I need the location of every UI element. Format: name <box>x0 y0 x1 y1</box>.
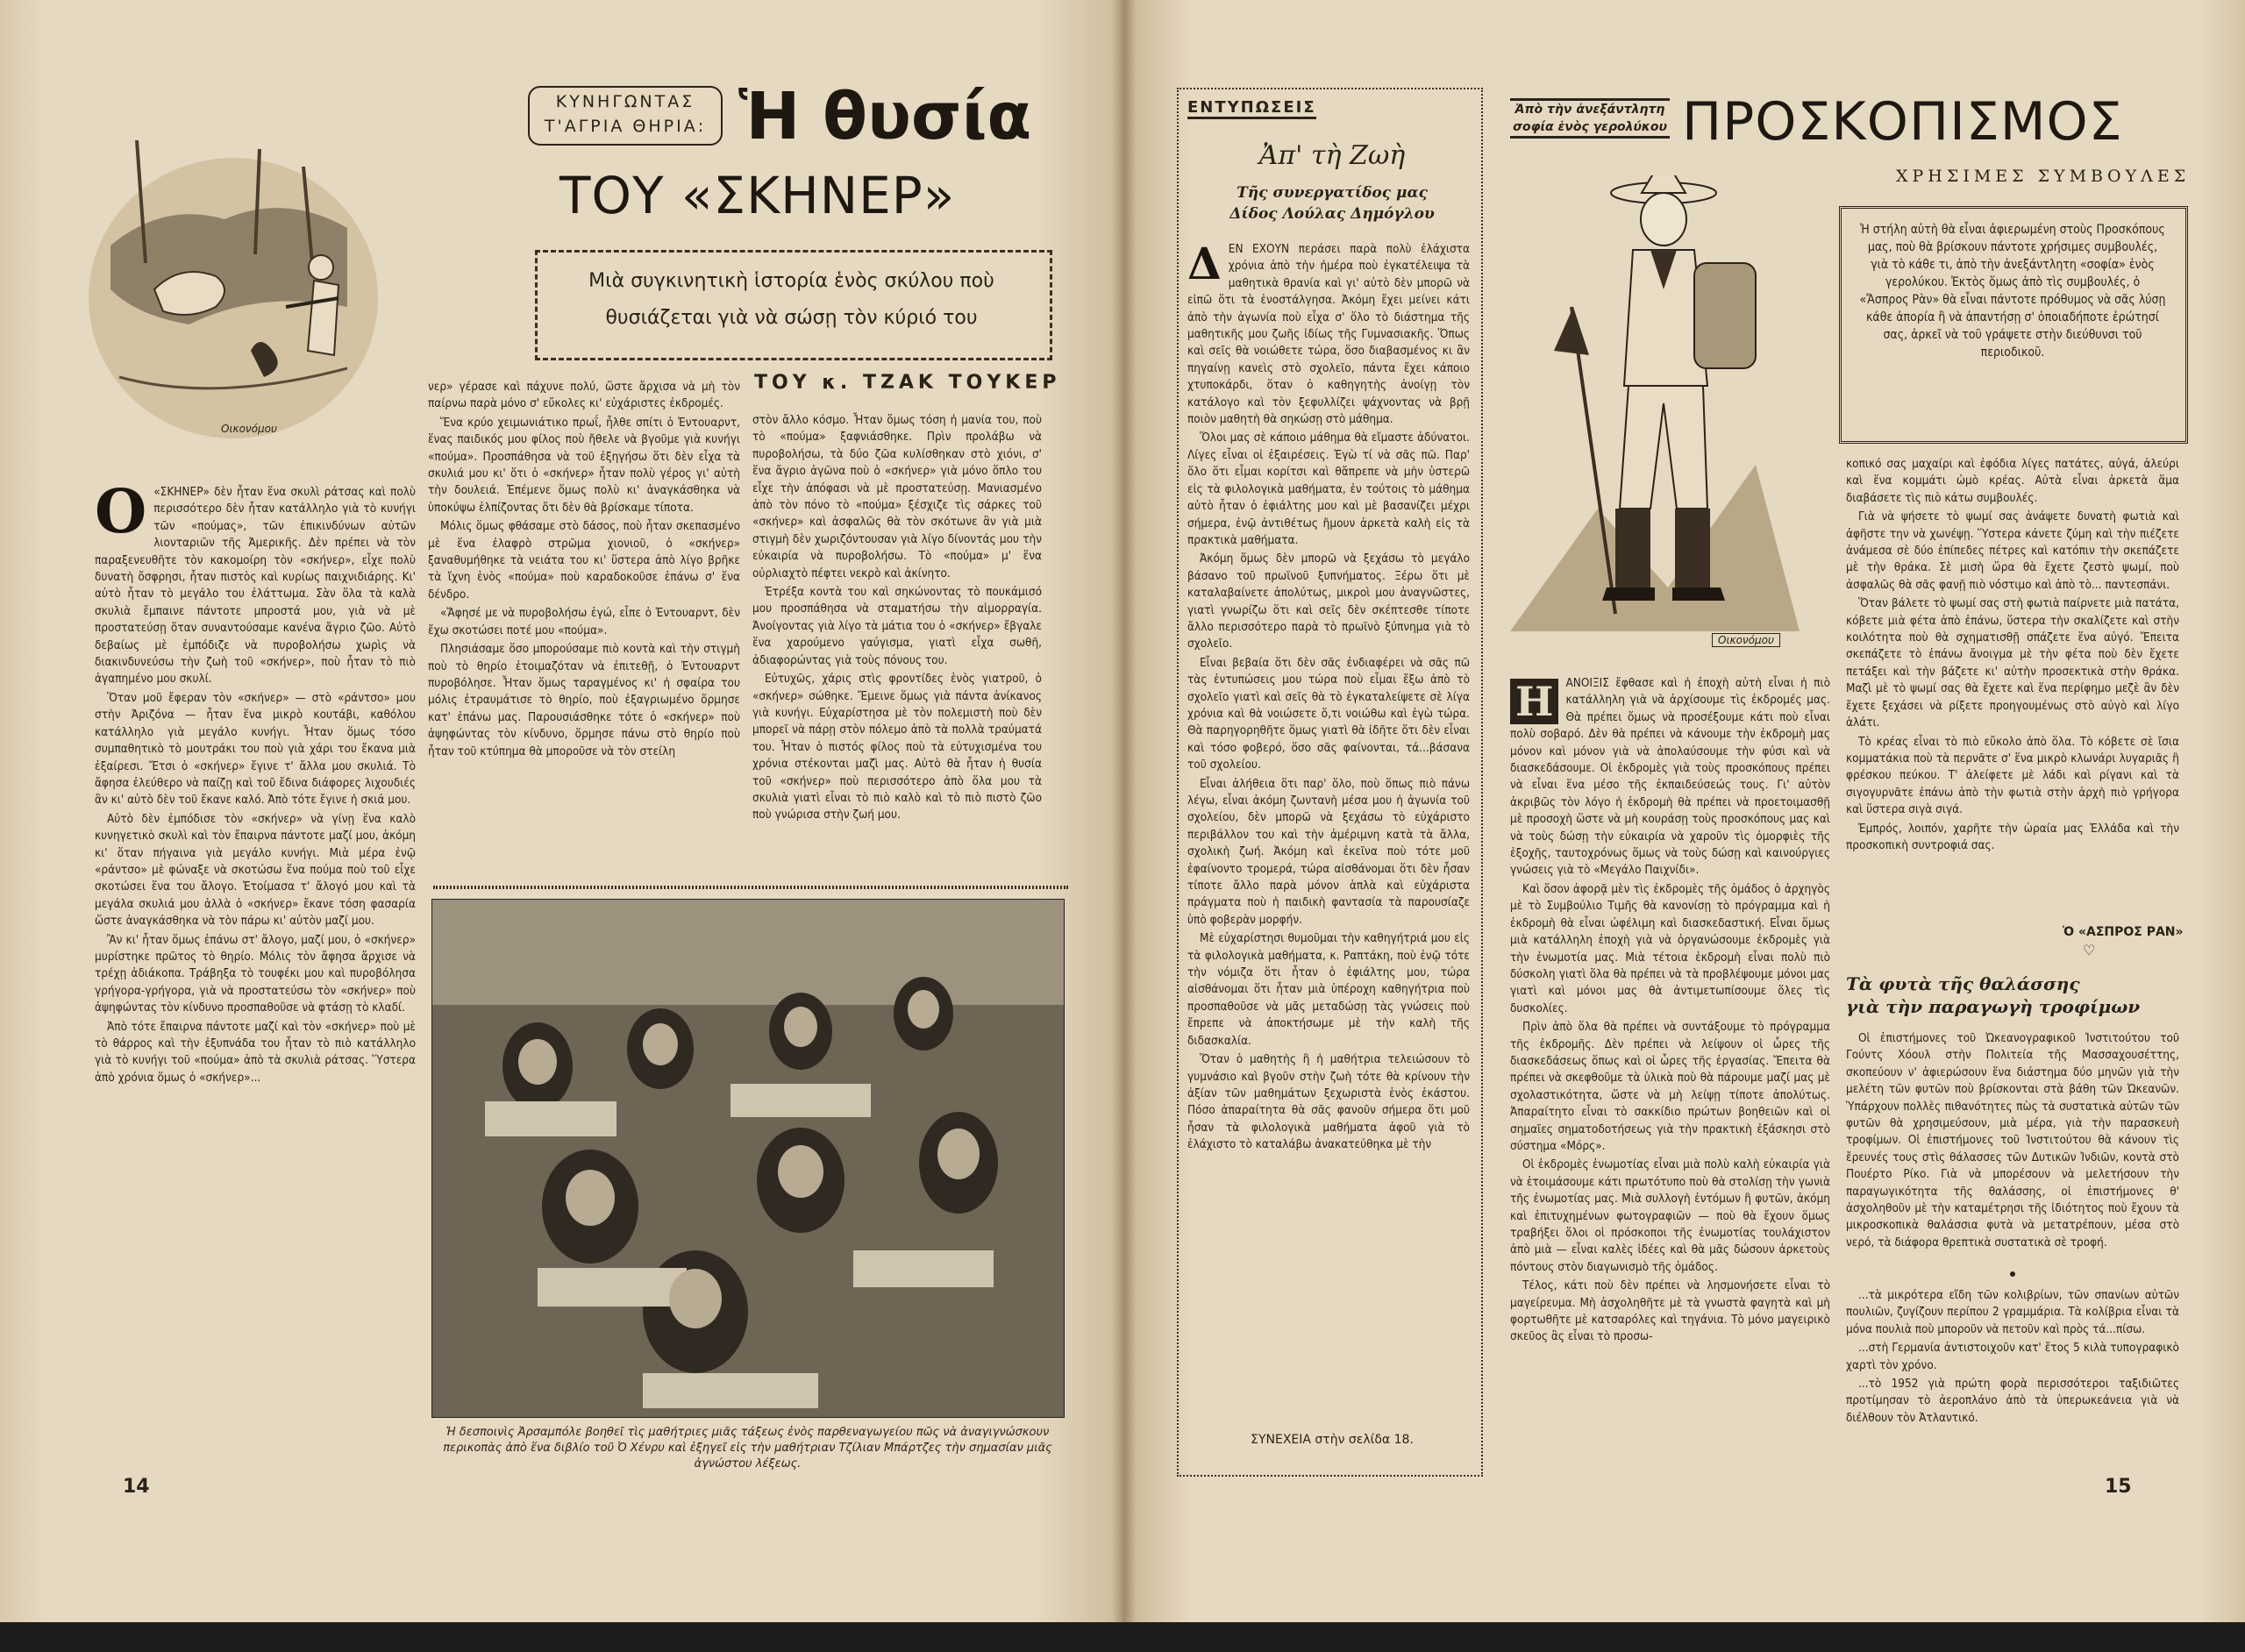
middle-article-body <box>1187 241 1470 1421</box>
author-line-1: Τῆς συνεργατίδος μας <box>1237 184 1428 202</box>
paragraph: Καὶ ὅσον ἀφορᾷ μὲν τὶς ἐκδρομὲς τῆς ὁμάδος ὁ ἀρχηγὸς μὲ τὸ Συμβούλιο Τιμῆς θὰ κανονίσῃ τὸ πρόγραμμα καὶ ἡ ἐκδρομὴ θὰ εἶναι ὠφέλιμη καὶ διασκεδαστική. Εἶναι ὅμως μιὰ κατάλληλη ἐποχὴ γιὰ νὰ ὀργανώσουμε ἐκδρομὲς γιὰ τὴν ἐνωμοτία μας. Μιὰ τέτοια ἐκδρομὴ εἶναι πολὺ πιὸ δύσκολη γιατὶ ὅλα θὰ πρέπει νὰ τὰ προβλέψουμε μόνοι μας γιατὶ καὶ μόνοι μας θὰ ἀντιμετωπίσουμε ὅλες τὶς δυσκολίες. <box>1510 881 1830 1015</box>
article-column-1 <box>95 484 416 1620</box>
paragraph: Ἀπὸ τότε ἔπαιρνα πάντοτε μαζί καὶ τὸν «σκήνερ» ποὺ μὲ τὸ θάρρος καὶ τὴν ἐξυπνάδα του ἦταν τὸ πιὸ κατάλληλο γιὰ τὸ κυνήγι τοῦ «πούμα» ἀπὸ τὰ σκυλιὰ ράτσας. Ὕστερα ἀπὸ χρόνια ὅμως ὁ «σκήνερ»... <box>95 1019 416 1085</box>
article-subtitle: Μιὰ συγκινητικὴ ἱστορία ἑνὸς σκύλου ποὺ θυσιάζεται γιὰ νὰ σώσῃ τὸν κύριό του <box>588 270 994 329</box>
illustration-signature: Οικονόμου <box>221 423 277 435</box>
scout-boy-drawing <box>1493 175 1808 666</box>
paragraph: Οἱ ἐκδρομὲς ἐνωμοτίας εἶναι μιὰ πολὺ καλὴ εὐκαιρία γιὰ νὰ ἑτοιμάσουμε κάτι πρωτότυπο ποὺ θὰ στολίσῃ τὴν γωνιὰ τῆς ἐνωμοτίας μας. Μιὰ συλλογὴ ἐντόμων ἢ φυτῶν, ἀκόμη καὶ ἐπιτυχημένων φωτογραφιῶν — ποὺ θὰ ἔχουν ὅμως τραβήξει ὅλοι οἱ πρόσκοποι τῆς ἐνωμοτίας τουλάχιστον ἀπὸ μιὰ — εἶναι καλὲς ἰδέες καὶ θὰ μᾶς δώσουν ἀρκετοὺς πόντους στὸν διαγωνισμὸ τῆς ὁμάδος. <box>1510 1157 1830 1274</box>
article-column-2 <box>428 379 740 874</box>
paragraph: Μὲ εὐχαρίστησι θυμοῦμαι τὴν καθηγήτριά μου εἰς τὰ φιλολογικὰ μαθήματα, κ. Ραπτάκη, ποὺ ἐνῷ τότε τὴν νόμιζα ὅτι ἦταν ὁ ἐφιάλτης μου, τώρα αἰσθάνομαι ὅτι ἦταν μιὰ ὑπέροχη καθηγήτρια ποὺ προσπαθοῦσε νὰ μᾶς μεταδώσῃ τὰς γνώσεις ποὺ ἔπρεπε νὰ ἀποκτήσωμε μὲ τὴν καλὴ τῆς διδασκαλία. <box>1187 931 1470 1048</box>
sea-plants-title-2: γιὰ τὴν παραγωγὴ τροφίμων <box>1846 996 2141 1017</box>
paragraph: ΑΝΟΙΞΙΣ ἔφθασε καὶ ἡ ἐποχὴ αὐτὴ εἶναι ἡ πιὸ κατάλληλη γιὰ νὰ ἀρχίσουμε τὶς ἐκδρομές μας. Θὰ πρέπει ὅμως νὰ προσέξουμε κάτι ποὺ εἶναι πολὺ σοβαρό. Δὲν θὰ πρέπει νὰ κάνουμε τὴν ἐκδρομὴ μας μόνον καὶ μόνον γιὰ νὰ ἀπολαύσουμε τὴν φύσι καὶ νὰ διασκεδάσουμε. Οἱ ἐκδρομὲς γιὰ τοὺς προσκόπους πρέπει νὰ εἶναι ἕνα μέσο τῆς ἐκπαιδεύσεώς τους. Γι' αὐτὸν ἀκριβῶς τὸν λόγο ἡ ἐκδρομὴ θὰ πρέπει νὰ προετοιμασθῇ μὲ προσοχὴ ὥστε νὰ μὴ κουράσῃ τοὺς προσκόπους μας καὶ νὰ τοὺς δώσῃ τὴν εὐκαιρία νὰ χαροῦν τὶς ὀμορφιὲς τῆς ἐξοχῆς, ταυτοχρόνως ὅμως νὰ τοὺς δώσῃ καὶ καινούργιες γνώσεις γιὰ τὸ «Μεγάλο Παιχνίδι». <box>1510 676 1830 878</box>
paragraph: ΕΝ ΕΧΟΥΝ περάσει παρὰ πολὺ ἐλάχιστα χρόνια ἀπὸ τὴν ἡμέρα ποὺ ἐγκατέλειψα τὰ μαθητικὰ θρανία καὶ γι' αὐτὸ δὲν μπορῶ νὰ εἰπῶ ὅτι τὰ ἐνοστάλγησα. Ἀκόμη ἔχει μείνει κάτι ἀπὸ τὴν ἀγωνία ποὺ εἶχα σ' ὅλο τὸ διάστημα τῆς μαθητικῆς μου ζωῆς ἰδίως τῆς Γυμνασιακῆς. Ὅπως καὶ σεῖς θὰ νοιώθετε τώρα, ὅσο διαβασμένος κι ἂν πηγαίνῃ κανεὶς στὸ σχολεῖο, πάντα ἔχει κάποιο χτυποκάρδι, ὅταν ὁ καθηγητὴς ἀνοίγῃ τὸν κατάλογο καὶ τὸν ξεφυλλίζει ψάχνοντας νὰ βρῇ ποιὸν μαθητὴ θὰ σηκώσῃ στὸ μάθημα. <box>1187 242 1470 427</box>
paragraph: Ὅταν βάλετε τὸ ψωμί σας στὴ φωτιὰ παίρνετε μιὰ πατάτα, κόβετε μιὰ φέτα ἀπὸ ἐπάνω, ὕστερα τὴν σκαλίζετε καὶ στὴν κοιλότητα ποὺ θὰ σχηματισθῇ σπάζετε ἕνα αὐγό. Ἔπειτα σκεπάζετε τὸ ἐπάνω ἄνοιγμα μὲ τὴν φέτα ποὺ δὲν ἔχετε πετάξει καὶ τὴν βάζετε κι' αὐτὴν προσεκτικὰ στὴν θράκα. Μαζὶ μὲ τὸ ψωμί σας θὰ ἔχετε καὶ ἕνα περίφημο μεζὲ ἂν δὲν ἔχετε ξεχάσει νὰ ρίξετε προηγουμένως στὸ αὐγὸ καὶ λίγο ἁλάτι. <box>1846 596 2179 730</box>
tidbits-list <box>1846 1287 2179 1480</box>
students-reading-photo <box>432 900 1064 1417</box>
tidbit-item: ...στὴ Γερμανία ἀντιστοιχοῦν κατ' ἔτος 5 κιλὰ τυπογραφικὸ χαρτὶ τὸν χρόνο. <box>1846 1341 2179 1372</box>
paragraph: Ὅταν μοῦ ἔφεραν τὸν «σκήνερ» — στὸ «ράντσο» μου στὴν Ἀριζόνα — ἦταν ἕνα μικρὸ κουτάβι, καθόλου κατάλληλο γιὰ μεγάλο κυνήγι. Ἦταν ὅμως τόσο συμπαθητικὸ τὸ μουτράκι του ποὺ γιὰ χάρι του ἔκανα μιὰ ἐξαίρεσι. Ἔτσι ὁ «σκήνερ» ἔγινε τ' ἄλλα μου σκυλιά. Τὸ ἄφησα ἐλεύθερο νὰ παίζῃ καὶ τοῦ ἔδινα διάφορες λιχουδιές ἂν κι' αὐτὸ δὲν τοῦ ἔκανε καλό. Ἀπὸ τότε ἔγινε ἡ σκιά μου. <box>95 690 416 808</box>
paragraph: Πλησιάσαμε ὅσο μπορούσαμε πιὸ κοντὰ καὶ τὴν στιγμὴ ποὺ τὸ θηρίο ἑτοιμαζόταν νὰ ἐπιτεθῇ, ὁ Ἐντουαρντ πυροβόλησε. Ἦταν ὅμως ταραγμένος κι' ἡ σφαίρα του μόλις ἐτραυμάτισε τὸ θηρίο, ποὺ ἐξαγριωμένο ὅρμησε κατ' ἐπάνω μας. Παρουσιάσθηκε τότε ὁ «σκήνερ» ποὺ ἀψηφώντας τὸν κίνδυνο, ὅρμησε πάνω στὸ θηρίο ποὺ ἦταν τοῦ κτύπημα θὰ μποροῦσε νὰ τὸν στείλη <box>428 642 740 758</box>
paragraph: Μόλις ὅμως φθάσαμε στὸ δάσος, ποὺ ἦταν σκεπασμένο μὲ ἕνα ἐλαφρὸ στρῶμα χιονιοῦ, ὁ «σκήνερ» ξαναθυμήθηκε τὰ νειάτα του κι' ὕστερα ἀπὸ λίγο βρῆκε τὰ ἴχνη ἑνὸς «πούμα» ποὺ καραδοκοῦσε ἐπάνω σ' ἕνα δένδρο. <box>428 519 740 602</box>
paragraph: Οἱ ἐπιστήμονες τοῦ Ὠκεανογραφικοῦ Ἰνστιτούτου τοῦ Γούντς Χόουλ στὴν Πολιτεία τῆς Μασσαχουσέττης, σκοπεύουν ν' ἀφιερώσουν ἕνα διάστημα δύο μηνῶν γιὰ τὴν μελέτη τῶν φυτῶν ποὺ βρίσκονται στὰ βάθη τῶν Ὠκεανῶν. Ὑπάρχουν πολλὲς πιθανότητες πὼς τὰ συστατικὰ αὐτῶν τῶν φυτῶν θὰ χρησιμεύσουν, μιὰ μέρα, γιὰ τὴν παρασκευὴ τροφίμων. Οἱ ἐπιστήμονες τοῦ Ἰνστιτούτου θὰ κάνουν τὶς ἔρευνές τους στὶς θάλασσες τῶν Δυτικῶν Ἰνδιῶν, κοντὰ στὸ Πουέρτο Ρίκο. Γιὰ νὰ μπορέσουν νὰ μελετήσουν τὴν παραγωγικότητα τῆς θαλάσσης, οἱ ἐπιστήμονες θ' ἀσχοληθοῦν μὲ τὴν καταμέτρησι τῆς ἰδιότητος ποὺ ἔχουν τὰ μικροσκοπικὰ θαλάσσια φυτὰ νὰ μετατρέπουν, μέσα στὸ νερό, τὰ διάφορα θρεπτικὰ συστατικὰ σὲ τροφή. <box>1846 1031 2179 1250</box>
kicker-badge <box>528 86 723 146</box>
paragraph: Εἶναι ἀλήθεια ὅτι παρ' ὅλο, ποὺ ὅπως πιὸ πάνω λέγω, εἶναι ἀκόμη ζωντανὴ μέσα μου ἡ ἀγωνία τοῦ σχολείου, δὲν μπορῶ νὰ ξεχάσω τὸ εὐχάριστο περιβάλλον του καὶ τὴν ἀμέριμνη κατὰ τὰ ἄλλα, σχολικὴ ζωή. Ἀκόμη καὶ ἐκεῖνα ποὺ τότε μοῦ ἐφαίνοντο τρομερά, τώρα αἰσθάνομαι ὅτι δὲν ἦσαν τίποτε ἄλλο παρὰ μόνον ἁπλὰ καὶ εὐχάριστα πράγματα ποὺ ἡ παιδικὴ φαντασία τὰ παρουσίαζε ὑπὸ φοβερὰν μορφήν. <box>1187 776 1470 927</box>
scout-illustration-signature: Οικονόμου <box>1712 633 1780 647</box>
article-column-3 <box>752 412 1042 874</box>
scout-illustration <box>1493 175 1808 666</box>
paragraph: «ΣΚΗΝΕΡ» δὲν ἦταν ἕνα σκυλὶ ράτσας καὶ πολὺ περισσότερο δὲν ἦταν κατάλληλο γιὰ τὸ κυνήγι τῶν «πούμας», τῶν ἐπικινδύνων αὐτῶν λιονταριῶν τῆς Ἀμερικῆς. Δὲν πρέπει νὰ τὸν παραξενευθῆτε τὸν κακομοίρη τὸν «σκήνερ», εἶχε πολὺ δυνατὴ ὄσφρησι, ἦταν πιστὸς καὶ κυρίως παιχνιδιάρης. Κι' αὐτὸ ἦταν τὸ μεγάλο του ἐλάττωμα. Σὰν ὅλα τὰ καλὰ σκυλιὰ ἔμπαινε πάντοτε μπροστά μου, γιὰ νὰ μὲ προστατεύσῃ ὅταν συναντούσαμε κανένα ἄγριο ζῶο. Αὐτὸ δεβαίως μὲ ἐμπόδιζε νὰ πυροβολήσω χωρὶς νὰ διακινδυνεύσω τὴν ζωὴ τοῦ «σκήνερ», ποὺ ἦταν τὸ πιὸ ἀγαπημένο μου σκυλί. <box>95 485 416 687</box>
sea-plants-title-1: Τὰ φυτὰ τῆς θαλάσσης <box>1846 973 2080 994</box>
paragraph: Ὅλοι μας σὲ κάποιο μάθημα θὰ εἴμαστε ἀδύνατοι. Λίγες εἶναι οἱ ἐξαιρέσεις. Ἐγὼ τί νὰ σᾶς πῶ. Παρ' ὅλο ὅτι εἶμαι κορίτσι καὶ θἄπρεπε νὰ μὴν ὑστερῶ εἰς τὰ φιλολογικὰ μαθήματα, ἐν τούτοις τὸ μάθημα αὐτὸ ἦταν ὁ ἐφιάλτης μου καὶ μὲ βασανίζει μέχρι σήμερα, ἐνῷ ἀντιθέτως ἤμουν ἀρκετὰ καλὴ εἰς τὰ πρακτικὰ μαθήματα. <box>1187 431 1470 547</box>
heart-ornament-icon: ♡ <box>2083 942 2096 958</box>
paragraph: Εὐτυχῶς, χάρις στὶς φροντίδες ἑνὸς γιατροῦ, ὁ «σκήνερ» σώθηκε. Ἔμεινε ὅμως γιὰ πάντα ἀνίκανος γιὰ κυνήγι. Εὐχαρίστησα μὲ τὸν πολεμιστὴ ποὺ δὲν μπορεῖ νὰ πάρῃ στὸν πόλεμο ἀπὸ τὰ πολλὰ τραύματά του. Ἦταν ὁ πιστός φίλος ποὺ τὰ εὐτυχισμένα του χρόνια στέκονται μαζὶ μας. Αὐτὸ θὰ ἦταν ἡ θυσία τοῦ «σκήνερ» ποὺ περισσότερο ἀπὸ ὅλα μου τὰ σκυλιὰ γιατὶ εἶναι τὸ πιὸ καλὸ καὶ τὸ πιὸ πιστὸ ζῶο ποὺ γνώρισα στὴν ζωή μου. <box>752 672 1042 822</box>
scouting-column-left <box>1510 675 1830 1605</box>
page-number: 14 <box>123 1476 150 1498</box>
column-title: Ἀπ' τὴ Ζωὴ <box>1258 140 1406 171</box>
paragraph: Αὐτὸ δὲν ἐμπόδισε τὸν «σκήνερ» νὰ γίνῃ ἕνα καλὸ κυνηγετικὸ σκυλὶ καὶ τὸν ἔπαιρνα πάντοτε μαζί μου, ἀκόμη κι' ὅταν πήγαινα γιὰ μεγάλο κυνήγι. Μιὰ μέρα ἐνῷ «ράντσο» μὲ φώναξε νὰ σκοτώσω ἕνα πούμα ποὺ τοῦ εἶχε σκοτώσει ἕνα του ἄλογο. Ἑτοίμασα τ' ἄλογό μου καὶ τὰ μεγάλα σκυλιά μου ἀλλὰ ὁ «σκήνερ» ἔκανε τόση φασαρία ὥστε ἀναγκάσθηκα νὰ τὸν πάρω κι' αὐτὸν μαζί μου. <box>95 811 416 929</box>
paragraph: Ἀκόμη ὅμως δὲν μπορῶ νὰ ξεχάσω τὸ μεγάλο βάσανο τοῦ πρωϊνοῦ ξυπνήματος. Ξέρω ὅτι μὲ καταλαβαίνετε ἀπολύτως, μικροὶ μου ἀναγνῶστες, γιατὶ γνωρίζω ὅτι καὶ σεῖς δὲν σκέπτεσθε τίποτε ἄλλο περισσότερο παρὰ τὸ πρωϊνὸ ξύπνημα γιὰ τὸ σχολεῖο. <box>1187 552 1470 652</box>
tidbit-item: ...τὰ μικρότερα εἴδη τῶν κολιβρίων, τῶν σπανίων αὐτῶν πουλιῶν, ζυγίζουν περίπου 2 γραμμάρια. Τὰ κολίβρια εἶναι τὰ μόνα πουλιὰ ποὺ μποροῦν νὰ πετοῦν καὶ πρὸς τά...πίσω. <box>1846 1288 2179 1336</box>
paragraph: Τὸ κρέας εἶναι τὸ πιὸ εὔκολο ἀπὸ ὅλα. Τὸ κόβετε σὲ ἴσια κομματάκια ποὺ τὰ περνᾶτε σ' ἕνα μικρὸ κλωνάρι λυγαριᾶς ἢ φρέσκου πεύκου. Τ' ἀλείφετε μὲ λάδι καὶ ρίγανι καὶ τὰ σιγογυρνᾶτε ἐπάνω ἀπὸ τὴν φωτιὰ στὴν ἀρχὴ πιὸ γρήγορα καὶ ὕστερα σιγὰ σιγά. <box>1846 734 2179 817</box>
classroom-photo <box>431 899 1065 1418</box>
hunter-and-puma-drawing <box>84 88 378 447</box>
article-title-line2: ΤΟΥ «ΣΚΗΝΕΡ» <box>559 166 956 225</box>
scan-bottom-edge <box>0 1622 2245 1652</box>
paragraph: Τέλος, κάτι ποὺ δὲν πρέπει νὰ λησμονήσετε εἶναι τὸ μαγείρευμα. Μὴ ἀσχοληθῆτε μὲ τὰ γνωστὰ φαγητὰ καὶ μὴ φορτωθῆτε μὲ κατσαρόλες καὶ τηγάνια. Τὸ μόνο μαγειρικὸ σκεῦος ἂς εἶναι τὸ προσω- <box>1510 1278 1830 1344</box>
hunting-illustration <box>84 88 378 447</box>
dropcap: Η <box>1510 679 1558 724</box>
kicker-text: ΚΥΝΗΓΩΝΤΑΣ Τ'ΑΓΡΙΑ ΘΗΡΙΑ: <box>544 92 707 136</box>
dropcap: Δ <box>1187 241 1222 289</box>
paragraph: κοπικό σας μαχαίρι καὶ ἐφόδια λίγες πατάτες, αὐγά, ἀλεύρι καὶ ἕνα κομμάτι ὠμὸ κρέας. Αὐτὰ εἶναι ἀρκετὰ ἅμα διαβάσετε τὶς πιὸ κάτω συμβουλές. <box>1846 457 2179 505</box>
paragraph: «Ἄφησέ με νὰ πυροβολήσω ἐγώ, εἶπε ὁ Ἐντουαρντ, δὲν ἔχω σκοτώσει ποτέ μου «πούμα». <box>428 606 740 637</box>
scouting-column-right <box>1846 456 2179 929</box>
paragraph: Ἐτρέξα κοντὰ του καὶ σηκώνοντας τὸ πουκάμισό μου προσπάθησα νὰ σταματήσω τὴν αἱμορραγία. Ἀνοίγοντας γιὰ λίγο τὰ μάτια του ὁ «σκήνερ» ἔβγαλε ἕνα χαρούμενο γαύγισμα, γιατὶ εἶχα σωθῆ, ἀδιαφορώντας γιὰ τοὺς πόνους του. <box>752 585 1042 667</box>
photo-caption: Ἡ δεσποινὶς Ἀρσαμπόλε βοηθεῖ τὶς μαθήτριες μιᾶς τάξεως ἑνὸς παρθεναγωγείου πῶς νὰ ἀναγιγνώσκουν περικοπὰς ἀπὸ ἕνα διβλίο τοῦ Ὀ Χένρυ καὶ ἐξηγεῖ εἰς τὴν μαθήτριαν Τζίλιαν Μπάρτζες τὴν σημασίαν μιᾶς ἀγνώστου λέξεως. <box>443 1426 1052 1470</box>
section-divider <box>2010 1271 2015 1277</box>
continued-note: ΣΥΝΕΧΕΙΑ στὴν σελίδα 18. <box>1251 1433 1414 1447</box>
scouting-subtitle: ΧΡΗΣΙΜΕΣ ΣΥΜΒΟΥΛΕΣ <box>1896 167 2191 186</box>
dropcap: O <box>95 484 147 547</box>
page-number: 15 <box>2105 1476 2132 1498</box>
author-line-2: Δίδος Λούλας Δημόγλου <box>1229 205 1435 223</box>
scouting-signoff: Ὁ «ΑΣΠΡΟΣ ΡΑΝ» <box>2063 925 2184 939</box>
sea-plants-body <box>1846 1030 2179 1263</box>
paragraph: Εἶναι βεβαία ὅτι δὲν σᾶς ἐνδιαφέρει νὰ σᾶς πῶ τὰς ἐντυπώσεις μου τώρα ποὺ εἶμαι ἔξω ἀπὸ τὸ σχολεῖο γιατὶ καὶ σεῖς θὰ τὸ ἐγκαταλείψετε σὲ λίγα χρόνια καὶ θὰ νοιώσετε ὅ,τι νοιώθω καὶ ἐγὼ τώρα. Θὰ παρηγορηθῆτε ὅμως γιατὶ θὰ ἰδῆτε ὅτι δὲν εἶναι καὶ τόσο φοβερό, ὅσο σᾶς φαίνονται, τά...βάσανα τοῦ σχολείου. <box>1187 655 1470 773</box>
paragraph: Ὅταν ὁ μαθητὴς ἢ ἡ μαθήτρια τελειώσουν τὸ γυμνάσιο καὶ βγοῦν στὴν ζωὴ τότε θὰ κρίνουν τὴν ἀξίαν τῶν μαθημάτων ξεχωριστὰ ἑνὸς ἑκάστου. Πόσο ἀπαραίτητα θὰ σᾶς φανοῦν σήμερα ὅτι μοῦ ἦσαν τὰ φιλολογικὰ μαθήματα ἀφοῦ γιὰ τὸ ἐλάχιστο τὸ καταλάβω ἀνακατεύθηκα μὲ τὴν <box>1187 1052 1470 1152</box>
page-gutter <box>1112 0 1137 1622</box>
scout-kicker-line2: σοφία ἑνὸς γερολύκου <box>1513 120 1667 134</box>
decorative-divider <box>433 886 1068 889</box>
paragraph: Ἂν κι' ἦταν ὅμως ἐπάνω στ' ἄλογο, μαζί μου, ὁ «σκήνερ» μυρίστηκε πρῶτος τὸ θηρίο. Μόλις τὸν ἄφησα ἄρχισε νὰ τρέχῃ ἀδιάκοπα. Τράβηξα τὸ τουφέκι μου καὶ πυροβόλησα γρήγορα-γρήγορα, γιὰ νὰ προστατεύσω τὸν «σκήνερ» ποὺ ἀψηφώντας τὸν κίνδυνο προσπαθοῦσε νὰ φτάσῃ τὸ κλαδί. <box>95 932 416 1015</box>
tidbit-item: ...τὸ 1952 γιὰ πρώτη φορὰ περισσότεροι ταξιδιῶτες προτίμησαν τὸ ἀεροπλάνο ἀπὸ τὰ ὑπερωκεάνεια γιὰ νὰ διέλθουν τὸν Ἀτλαντικό. <box>1846 1377 2179 1425</box>
scout-kicker-line1: Ἀπὸ τὴν ἀνεξάντλητη <box>1514 103 1665 117</box>
right-page <box>1124 0 2245 1622</box>
scout-kicker <box>1510 98 1670 139</box>
paragraph: στὸν ἄλλο κόσμο. Ἦταν ὅμως τόση ἡ μανία του, ποὺ τὸ «πούμα» ξαφνιάσθηκε. Πρὶν προλάβω νὰ πυροβολήσω, τὰ δύο ζῶα κυλίσθηκαν στὸ χιόνι, σ' ἕνα ἄγριο ἀγῶνα ποὺ ὁ «σκήνερ» γιὰ μόνο ὅπλο του εἶχε τὴν ἀπόφασι νὰ μὲ προστατεύσῃ. Μανιασμένο ἀπὸ τὸν πόνο τὸ «πούμα» ξέσχιζε τὶς σάρκες τοῦ «σκήνερ» καὶ ἀσφαλῶς θὰ τὸν σκότωνε ἂν γιὰ μιὰ στιγμὴ δὲν χωριζόντουσαν γιὰ λίγο δίνοντάς μου τὴν εὐκαιρία νὰ πυροβολήσω. Τὸ «πούμα» μ' ἕνα οὐρλιαχτὸ πέφτει νεκρὸ καὶ ἀκίνητο. <box>752 413 1042 580</box>
scouting-title: ΠΡΟΣΚΟΠΙΣΜΟΣ <box>1682 91 2123 153</box>
paragraph: Ἕνα κρύο χειμωνιάτικο πρωΐ, ἦλθε σπίτι ὁ Ἐντουαρντ, ἕνας παιδικός μου φίλος ποὺ ἤθελε νὰ βγοῦμε γιὰ κυνήγι «πούμα». Προσπάθησα νὰ τοῦ ἐξηγήσω ὅτι δὲν εἶχα τὰ σκυλιά μου κι' ὅτι ὁ «σκήνερ» ἦταν πολὺ γέρος γι' αὐτὴ τὴν δουλειά. Ἐπέμενε ὅμως πολὺ κι' ἀναγκάσθηκα νὰ ὑποκύψω ἐλπίζοντας ὅτι δὲν θὰ βρίσκαμε τίποτα. <box>428 415 740 515</box>
article-byline: ΤΟΥ κ. ΤΖΑΚ ΤΟΥΚΕΡ <box>754 372 1061 394</box>
paragraph: Ἐμπρός, λοιπόν, χαρῆτε τὴν ὡραία μας Ἑλλάδα καὶ τὴν προσκοπικὴ συντροφιά σας. <box>1846 821 2179 852</box>
paragraph: νερ» γέρασε καὶ πάχυνε πολύ, ὥστε ἄρχισα νὰ μὴ τὸν παίρνω παρὰ μόνο σ' εὔκολες κι' εὐχάριστες ἐκδρομές. <box>428 380 740 411</box>
article-title-line1: Ἡ θυσία <box>738 79 1032 154</box>
paragraph: Γιὰ νὰ ψήσετε τὸ ψωμί σας ἀνάψετε δυνατὴ φωτιὰ καὶ ἀφῆστε την νὰ χωνέψῃ. Ὕστερα κάνετε ζύμη καὶ τὴν πιέζετε ἀνάμεσα σὲ δύο ἐπίπεδες πέτρες καὶ κατόπιν τὴν σκεπάζετε μὲ τὴν θράκα. Σὲ μισὴ ὥρα θὰ ἔχετε ζεστὸ ψωμί, ποὺ ἀσφαλῶς θὰ σᾶς φανῇ πιὸ νόστιμο καὶ ἀπὸ τὸ... παντεσπάνι. <box>1846 509 2179 592</box>
paragraph: Πρὶν ἀπὸ ὅλα θὰ πρέπει νὰ συντάξουμε τὸ πρόγραμμα τῆς ἐκδρομῆς. Δὲν πρέπει νὰ λείψουν οἱ ὧρες τῆς διασκεδάσεως ὅπως καὶ οἱ ὧρες τῆς ἐργασίας. Ἔπειτα θὰ πρέπει νὰ σκεφθοῦμε τὰ ὑλικὰ ποὺ θὰ πάρουμε μαζί μας μὲ σχολαστικότητα, ὥστε νὰ μὴ λείψῃ τίποτε ἀπολύτως. Ἀπαραίτητο εἶναι τὸ σακκίδιο πρώτων βοηθειῶν καὶ οἱ σημαῖες σηματοδοτήσεως γιὰ τὴν πρακτικὴ ἐξάσκησι στὸ σύστημα «Μόρς». <box>1510 1020 1830 1153</box>
section-label: ΕΝΤΥΠΩΣΕΙΣ <box>1187 98 1316 119</box>
left-page <box>0 0 1124 1622</box>
scouting-intro-text: Ἡ στήλη αὐτὴ θὰ εἶναι ἀφιερωμένη στοὺς Προσκόπους μας, ποὺ θὰ βρίσκουν πάντοτε χρήσιμες συμβουλές, γιὰ τὸ κάθε τι, ἀπὸ τὴν ἀνεξάντλητη «σοφία» ἑνὸς γερολύκου. Ἐκτὸς ὅμως ἀπὸ τὶς συμβουλές, ὁ «Ἄσπρος Ρὰν» θὰ εἶναι πάντοτε πρόθυμος νὰ σᾶς λύσῃ κάθε ἀπορία ἢ νὰ ἀπαντήσῃ σ' ὁποιαδήποτε ἐρώτησί σας, ἀρκεῖ νὰ τοῦ γράψετε στὴν διεύθυνσι τοῦ περιοδικοῦ. <box>1859 223 2166 360</box>
